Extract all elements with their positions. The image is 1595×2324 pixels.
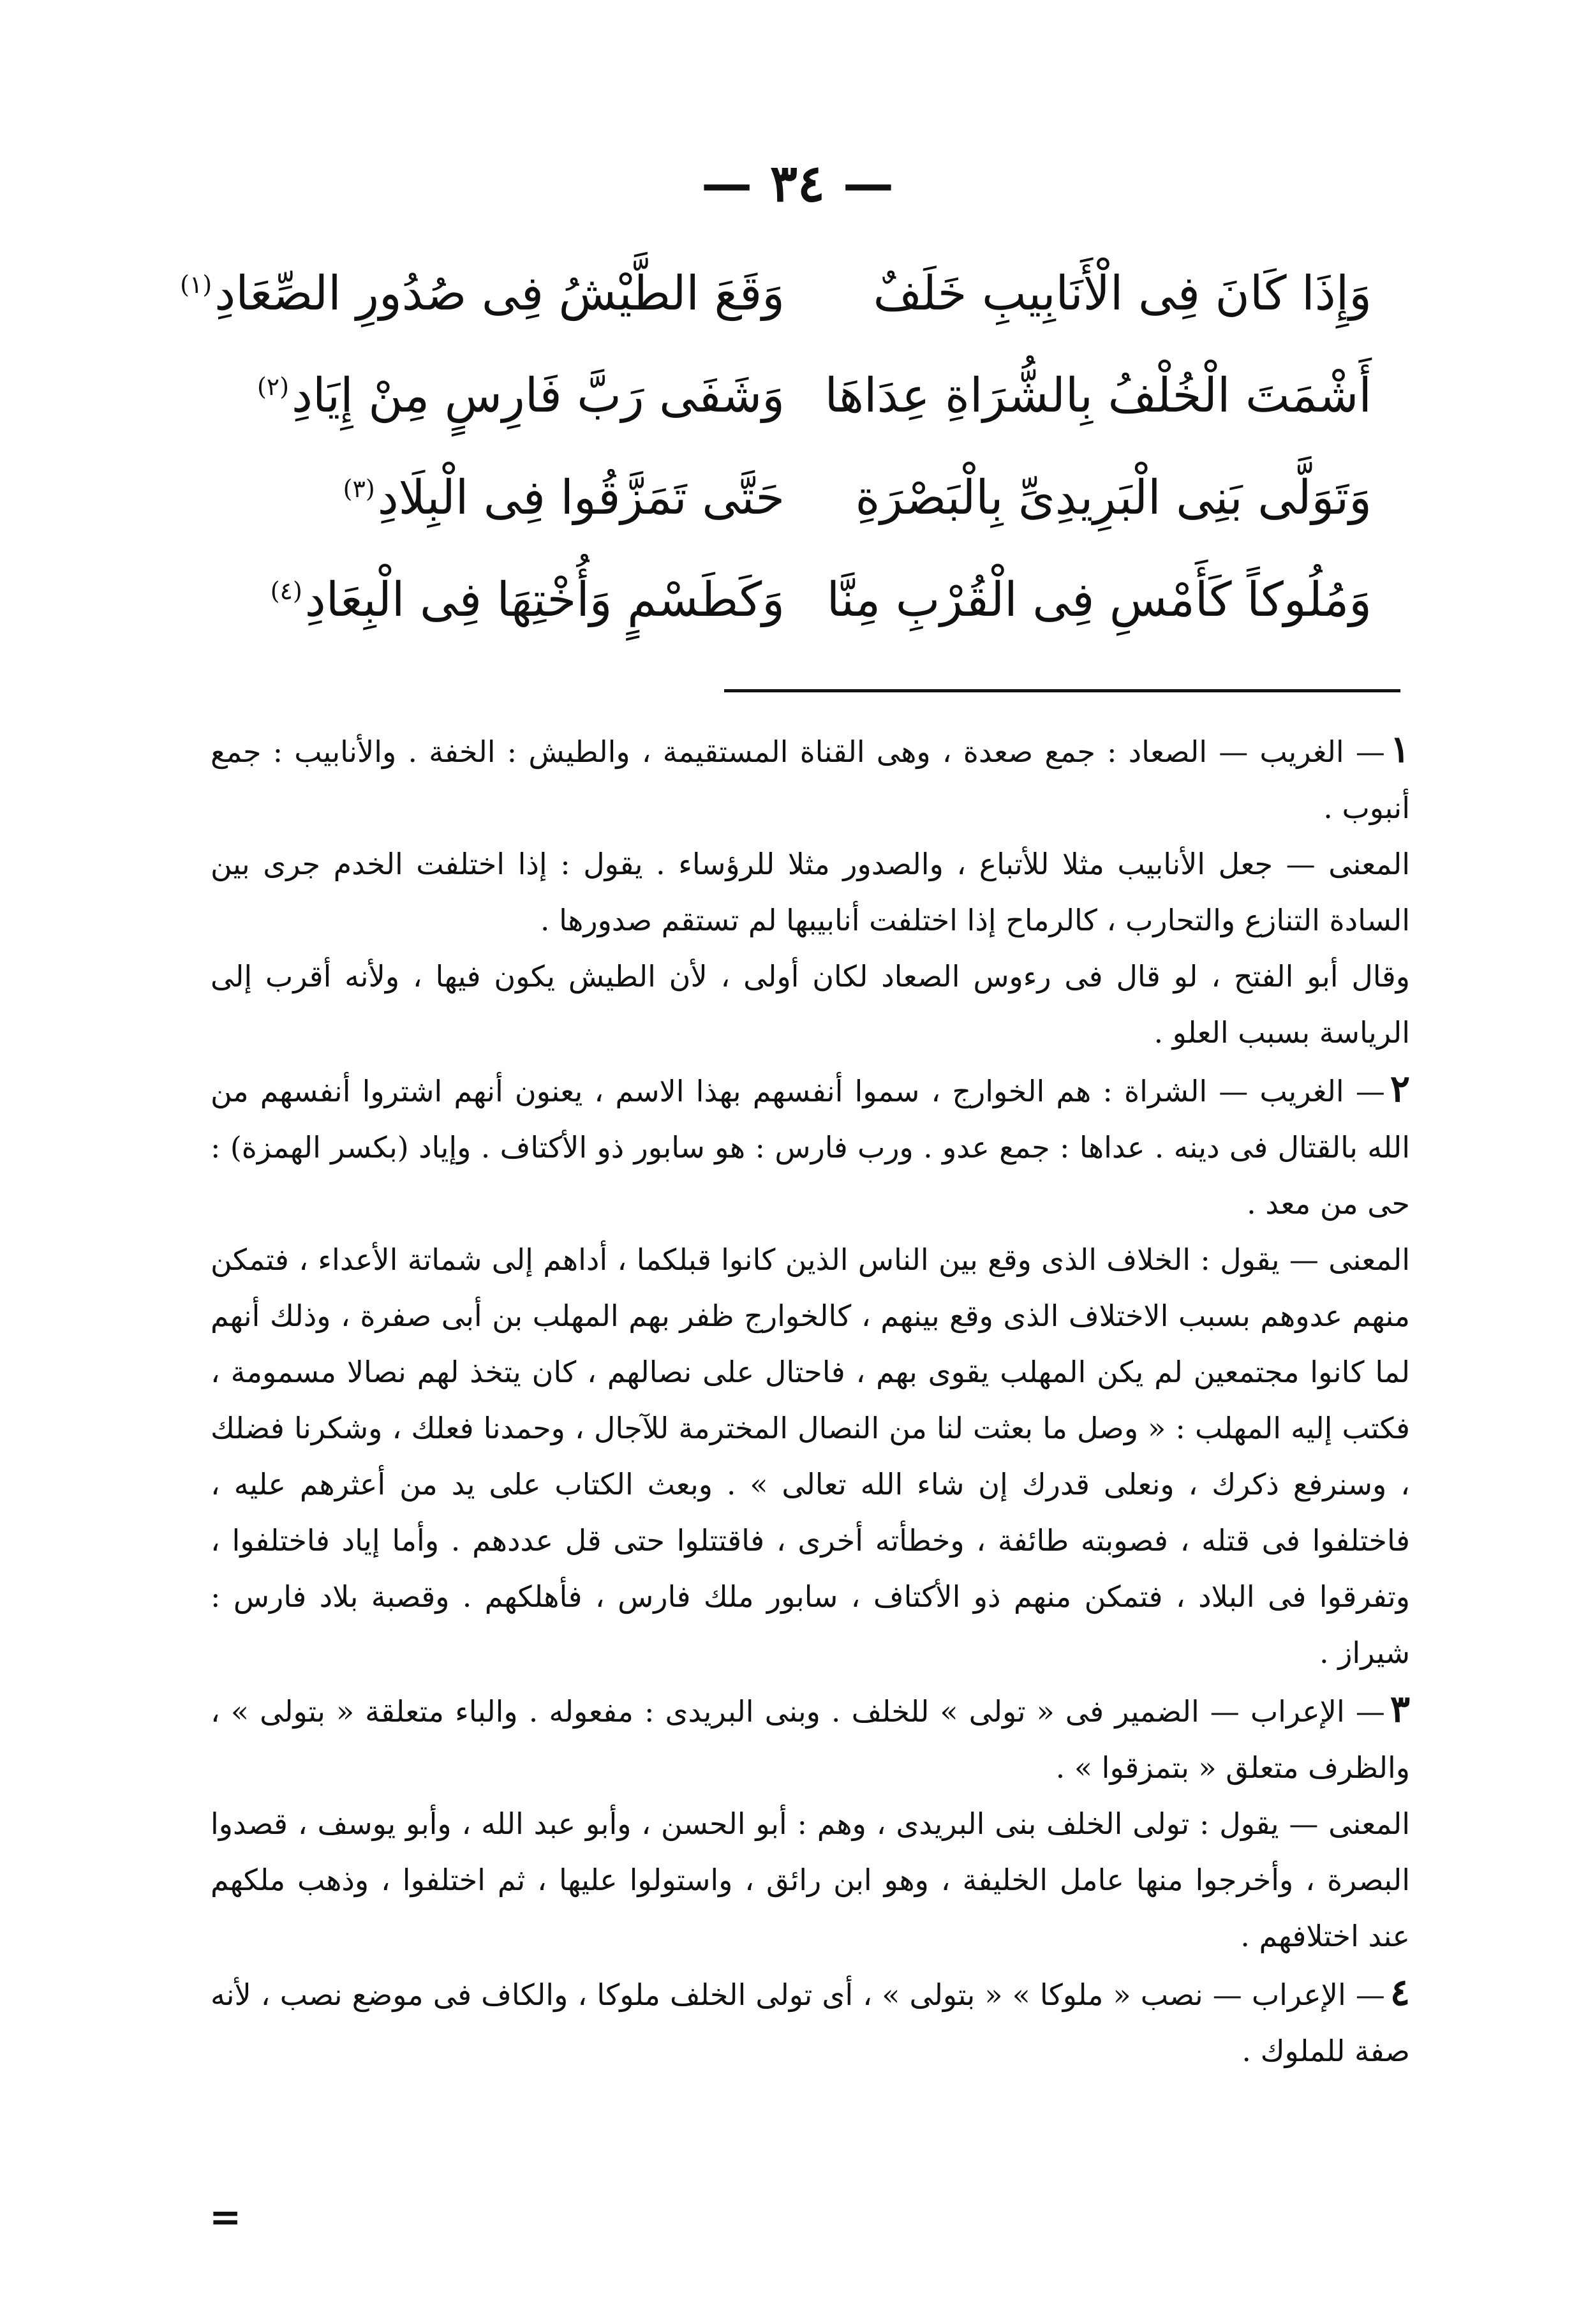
verse-text: وَقَعَ الطَّيْشُ فِى صُدُورِ الصِّعَادِ — [214, 266, 785, 321]
footnote-text: — الغريب — الشراة : هم الخوارج ، سموا أنفسهم بهذا الاسم ، يعنون أنهم اشتروا أنفسهم من الله بالقتال فى دينه . عداها : جمع عدو . ورب فارس : هو سابور ذو الأكتاف . وإياد (بكسر الهمزة) : حى من معد . — [211, 1074, 1410, 1221]
footnote-divider — [724, 689, 1400, 692]
verse-first-hemistich: وَمُلُوكاً كَأَمْسِ فِى الْقُرْبِ مِنَّا — [826, 572, 1372, 627]
footnote-1-note: وقال أبو الفتح ، لو قال فى رءوس الصعاد لكان أولى ، لأن الطيش يكون فيها ، ولأنه أقرب إلى الرياسة بسبب العلو . — [211, 959, 1410, 1050]
footnote-2-meaning: المعنى — يقول : الخلاف الذى وقع بين الناس الذين كانوا قبلكما ، أداهم إلى شماتة الأعداء ، فتمكن منهم عدوهم بسبب الاختلاف الذى وقع بينهم ، كالخوارج ظفر بهم المهلب بن أبى صفرة ، وذلك أنهم لما كانوا مجتمعين لم يكن المهلب يقوى بهم ، فاحتال على نصالهم ، كان يتخذ لهم نصالا مسمومة ، فكتب إليه المهلب : « وصل ما بعثت لنا من النصال المخترمة للآجال ، وحمدنا فعلك ، وشكرنا فضلك ، وسنرفع ذكرك ، ونعلى قدرك إن شاء الله تعالى » . وبعث الكتاب على يد من أعثرهم عليه ، فاختلفوا فى قتله ، فصوبته طائفة ، وخطأته أخرى ، فاقتتلوا حتى قل عددهم . وأما إياد فاختلفوا ، وتفرقوا فى البلاد ، فتمكن منهم ذو الأكتاف ، سابور ملك فارس ، فأهلكهم . وقصبة بلاد فارس : شيراز . — [211, 1242, 1411, 1670]
footnote-1-gharib — [211, 721, 1410, 836]
verse-second-hemistich — [223, 572, 785, 627]
footnotes-section — [211, 721, 1410, 2079]
verse-text: حَتَّى تَمَزَّقُوا فِى الْبِلَادِ — [377, 470, 785, 525]
verse-line — [223, 345, 1372, 447]
footnote-number: ٤ — [1390, 1970, 1410, 2014]
verse-second-hemistich — [180, 266, 785, 321]
verse-text: وَكَطَسْمٍ وَأُخْتِهَا فِى الْبِعَادِ — [304, 572, 785, 627]
footnote-2-gharib — [211, 1061, 1410, 1232]
footnote-3-irab — [211, 1681, 1410, 1796]
page-number: — ٣٤ — — [701, 153, 894, 213]
verse-first-hemistich: وَإِذَا كَانَ فِى الْأَنَابِيبِ خَلَفٌ — [873, 266, 1372, 321]
footnote-4-irab — [211, 1964, 1410, 2079]
verse-first-hemistich: أَشْمَتَ الْخُلْفُ بِالشُّرَاةِ عِدَاهَا — [824, 368, 1372, 423]
footnote-text: — الإعراب — نصب « ملوكا » « بتولى » ، أى تولى الخلف ملوكا ، والكاف فى موضع نصب ، لأنه صفة للملوك . — [211, 1978, 1410, 2068]
continuation-mark: = — [209, 2195, 242, 2240]
footnote-text: — الإعراب — الضمير فى « تولى » للخلف . وبنى البريدى : مفعوله . والباء متعلقة « بتولى » ، والظرف متعلق « بتمزقوا » . — [211, 1694, 1410, 1785]
verse-line — [223, 447, 1372, 549]
poem-block — [180, 242, 1372, 651]
footnote-number: ٢ — [1390, 1067, 1410, 1110]
footnote-1-meaning: المعنى — جعل الأنابيب مثلا للأتباع ، والصدور مثلا للرؤساء . يقول : إذا اختلفت الخدم جرى بين السادة التنازع والتحارب ، كالرماح إذا اختلفت أنابيبها لم تستقم صدورها . — [211, 847, 1410, 937]
verse-first-hemistich: وَتَوَلَّى بَنِى الْبَرِيدِىِّ بِالْبَصْرَةِ — [855, 470, 1372, 525]
footnote-number: ٣ — [1390, 1687, 1410, 1731]
verse-second-hemistich — [223, 368, 785, 423]
footnote-marker: (١) — [180, 271, 212, 299]
footnote-marker: (٣) — [343, 475, 375, 503]
footnote-text: — الغريب — الصعاد : جمع صعدة ، وهى القناة المستقيمة ، والطيش : الخفة . والأنابيب : جمع أنبوب . — [211, 734, 1410, 825]
footnote-3-meaning: المعنى — يقول : تولى الخلف بنى البريدى ، وهم : أبو الحسن ، وأبو عبد الله ، وأبو يوسف ، قصدوا البصرة ، وأخرجوا منها عامل الخليفة ، وهو ابن رائق ، واستولوا عليها ، ثم اختلفوا ، وذهب ملكهم عند اختلافهم . — [211, 1806, 1410, 1953]
verse-line — [180, 242, 1372, 345]
verse-second-hemistich — [223, 470, 785, 525]
footnote-marker: (٤) — [270, 577, 302, 606]
footnote-number: ١ — [1390, 727, 1410, 771]
verse-text: وَشَفَى رَبَّ فَارِسٍ مِنْ إِيَادِ — [292, 368, 785, 423]
footnote-marker: (٢) — [256, 373, 290, 401]
verse-line — [223, 549, 1372, 651]
